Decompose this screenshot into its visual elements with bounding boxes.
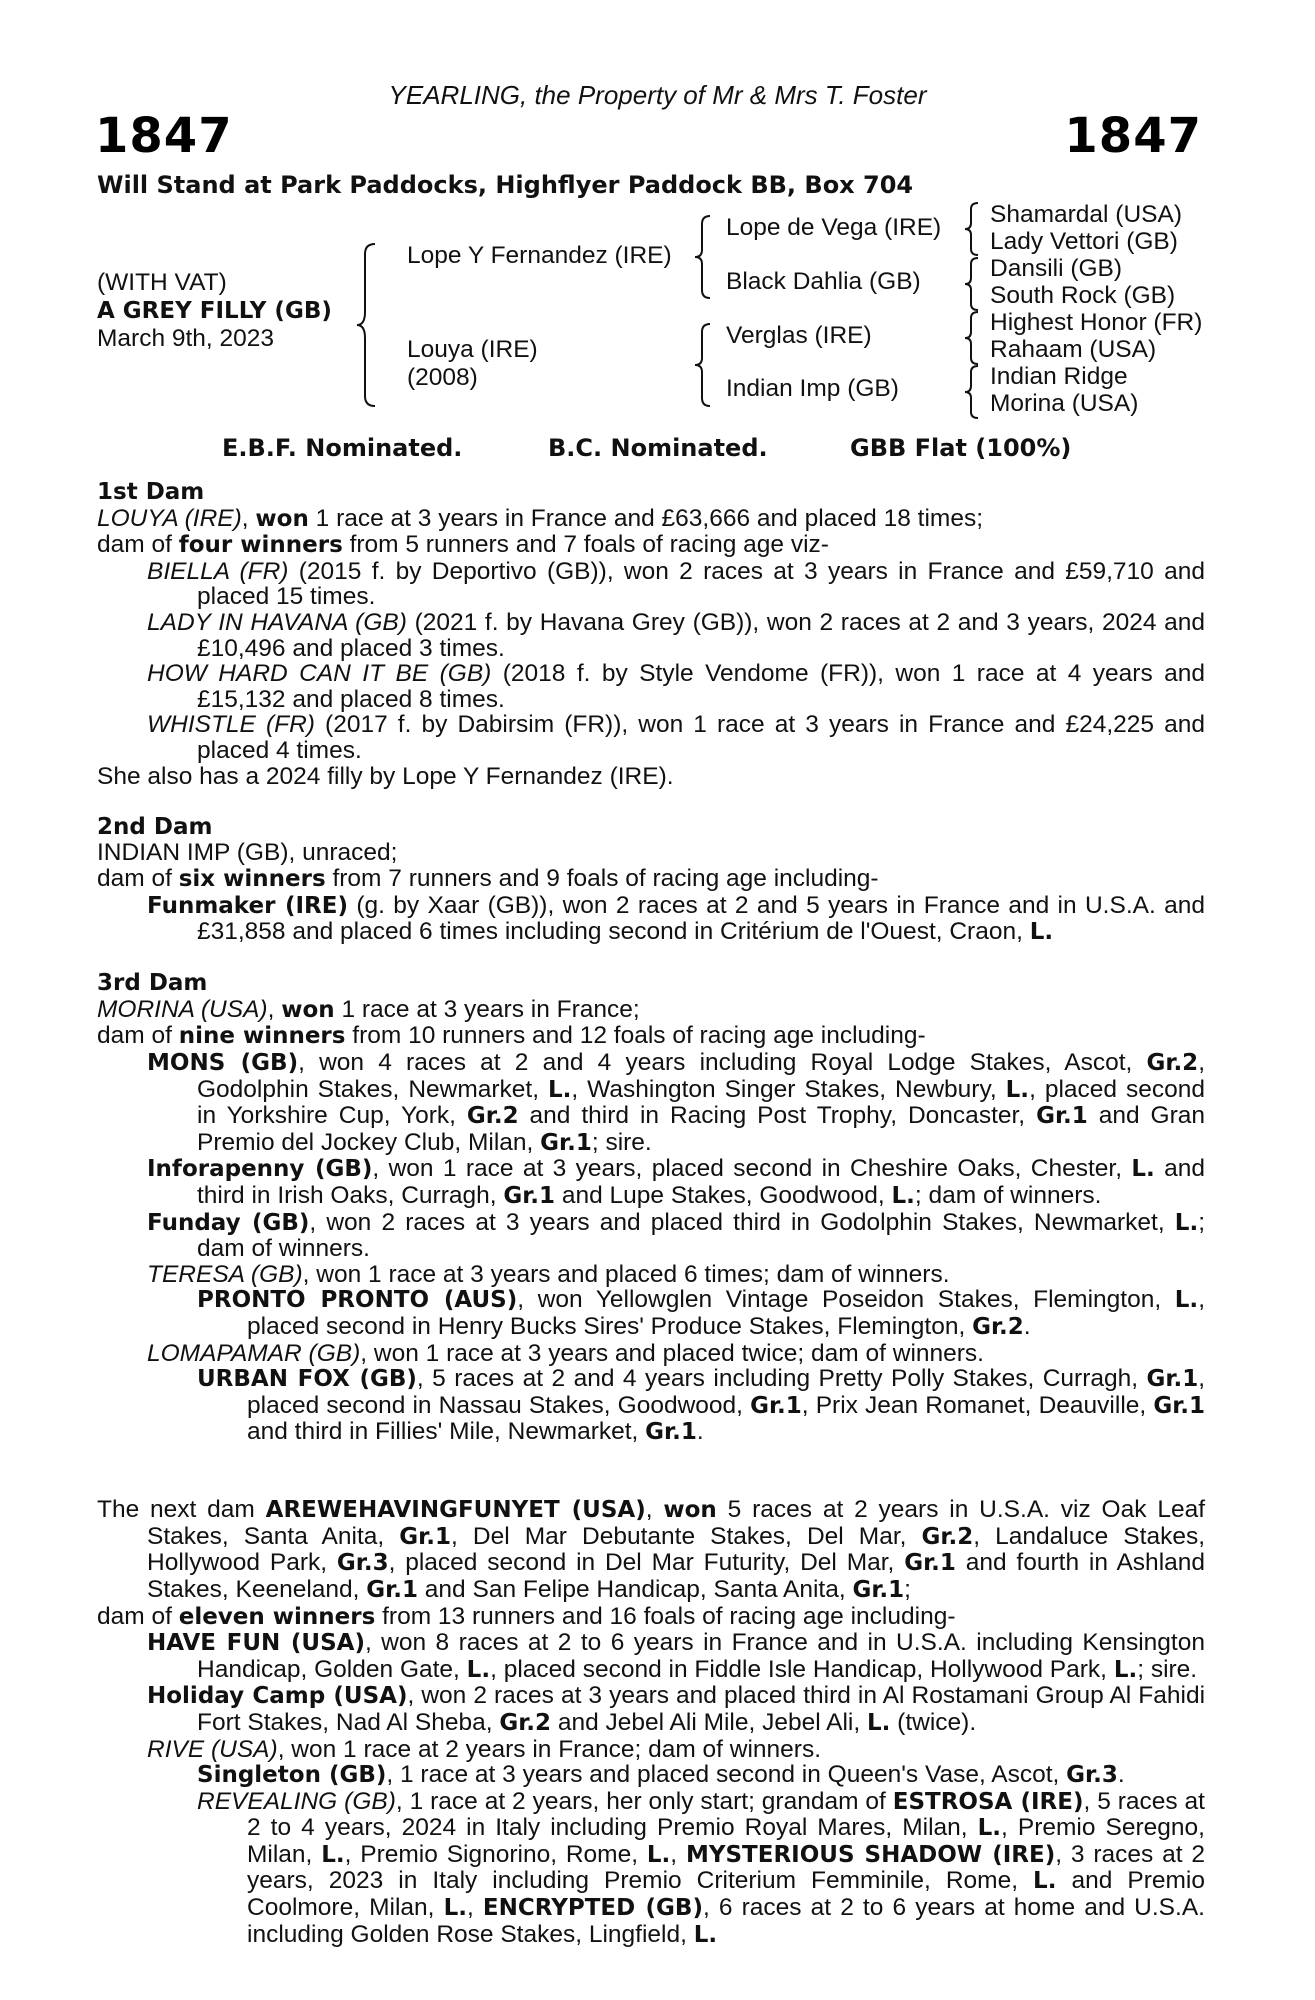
summary-winners: six winners	[178, 865, 326, 892]
text: .	[1023, 1313, 1031, 1340]
grade: Gr.1	[1036, 1103, 1088, 1130]
text: , 5 races at 2 to 4 years, 2024 in Italy including Premio Royal Mares, Milan,	[247, 1787, 1205, 1842]
sire: Lope Y Fernandez (IRE)	[407, 242, 672, 269]
great-granddam-4: Morina (USA)	[990, 390, 1139, 417]
text: ; dam of winners.	[197, 1208, 1206, 1263]
summary-pre: dam of	[97, 1602, 179, 1630]
text: ,	[670, 1840, 686, 1868]
produce-name: Funday (GB)	[147, 1209, 310, 1236]
grade: Gr.2	[1146, 1050, 1199, 1077]
produce-name: Singleton (GB)	[197, 1762, 387, 1789]
third-dam-summary	[97, 1023, 1205, 1050]
brace-g56	[962, 310, 986, 366]
foaling-date: March 9th, 2023	[97, 325, 275, 352]
text: 5 races at 2 years in U.S.A. viz Oak Leaf Stakes, Santa Anita,	[147, 1496, 1205, 1550]
text: .	[696, 1418, 704, 1446]
stand-location: Will Stand at Park Paddocks, Highflyer Paddock BB, Box 704	[97, 171, 914, 199]
summary-post: from 5 runners and 7 foals of racing age viz-	[342, 531, 829, 559]
text: , placed second in Fiddle Isle Handicap, Hollywood Park,	[490, 1655, 1114, 1683]
grade: Gr.2	[499, 1709, 552, 1736]
sire-sire: Lope de Vega (IRE)	[726, 214, 942, 241]
produce-name: Holiday Camp (USA)	[147, 1683, 408, 1710]
sire-dam: Black Dahlia (GB)	[726, 268, 921, 295]
grade: Gr.1	[904, 1550, 956, 1577]
summary-pre: dam of	[97, 1022, 179, 1050]
grade: Gr.1	[750, 1392, 802, 1419]
produce-entry	[97, 1366, 1205, 1446]
produce-entry	[97, 1762, 1205, 1789]
grade: L.	[1174, 1287, 1199, 1314]
second-dam-heading: 2nd Dam	[97, 813, 213, 840]
grade: Gr.1	[503, 1183, 556, 1210]
produce-text: (2015 f. by Deportivo (GB)), won 2 races at 3 years in France and £59,710 and placed 15 times.	[197, 557, 1205, 611]
produce-name: URBAN FOX (GB)	[197, 1366, 417, 1393]
summary-winners: nine winners	[178, 1023, 346, 1050]
dam-brace	[692, 322, 720, 408]
brace-g34	[962, 256, 986, 312]
produce-name: HAVE FUN (USA)	[147, 1630, 365, 1657]
grade: L.	[977, 1815, 1002, 1842]
grade: Gr.1	[645, 1419, 697, 1446]
first-dam-heading: 1st Dam	[97, 479, 205, 505]
brace-g78	[962, 364, 986, 420]
text: , placed second in Yorkshire Cup, York,	[197, 1075, 1205, 1130]
produce-name: MONS (GB)	[147, 1050, 299, 1077]
vat-label: (WITH VAT)	[97, 269, 227, 296]
text: , won 2 races at 3 years and placed third in Al Rostamani Group Al Fahidi Fort Stakes, Nad Al Sheba,	[197, 1682, 1206, 1736]
text: and Premio Coolmore, Milan,	[247, 1867, 1205, 1922]
produce-entry	[97, 1262, 1205, 1288]
great-granddam-2: South Rock (GB)	[990, 282, 1176, 309]
produce-entry	[97, 610, 1205, 661]
third-dam-won: won	[281, 996, 335, 1023]
great-grandsire-1: Shamardal (USA)	[990, 201, 1182, 228]
grade: L.	[891, 1183, 915, 1210]
grade: L.	[443, 1895, 467, 1922]
dam-dam: Indian Imp (GB)	[726, 375, 899, 402]
text: and Lupe Stakes, Goodwood,	[555, 1182, 892, 1210]
black-type-name: MYSTERIOUS SHADOW (IRE)	[685, 1841, 1056, 1868]
produce-entry	[97, 1630, 1205, 1683]
text: , 1 race at 3 years and placed second in Queen's Vase, Ascot,	[386, 1761, 1067, 1789]
produce-name: PRONTO PRONTO (AUS)	[197, 1287, 518, 1314]
text: ; dam of winners.	[914, 1182, 1102, 1210]
second-dam-line: INDIAN IMP (GB), unraced;	[97, 839, 398, 867]
text: and Jebel Ali Mile, Jebel Ali,	[551, 1708, 867, 1736]
text: .	[1117, 1761, 1125, 1789]
first-dam-line: LOUYA (IRE), won 1 race at 3 years in France and £63,666 and placed 18 times;	[97, 504, 983, 532]
great-grandsire-2: Dansili (GB)	[990, 255, 1123, 282]
grade: L.	[646, 1841, 671, 1868]
sire-brace	[692, 214, 720, 300]
text: , Washington Singer Stakes, Newbury,	[571, 1075, 1006, 1103]
text: and third in Irish Oaks, Curragh,	[197, 1155, 1205, 1210]
text: ;	[904, 1575, 911, 1603]
text: , placed second in Henry Bucks Sires' Produce Stakes, Flemington,	[247, 1286, 1205, 1340]
black-type-name: ENCRYPTED (GB)	[482, 1895, 703, 1922]
dam-year: (2008)	[407, 364, 478, 391]
text: , won 1 race at 3 years and placed 6 times; dam of winners.	[302, 1260, 950, 1288]
grade: Gr.1	[366, 1576, 418, 1603]
produce-name: Inforapenny (GB)	[147, 1156, 373, 1183]
grade: L.	[466, 1656, 491, 1683]
produce-entry	[97, 893, 1205, 946]
second-dam-summary	[97, 866, 1205, 893]
produce-entry	[97, 661, 1205, 712]
produce-name: BIELLA (FR)	[147, 557, 289, 585]
next-dam-name: AREWEHAVINGFUNYET (USA)	[265, 1497, 646, 1524]
first-dam-won: won	[255, 505, 309, 532]
grade: Gr.1	[540, 1129, 592, 1156]
text: , 1 race at 2 years, her only start; grandam of	[395, 1787, 893, 1815]
produce-name: LOMAPAMAR (GB)	[147, 1339, 361, 1367]
produce-text: (2018 f. by Style Vendome (FR)), won 1 race at 4 years and £15,132 and placed 8 times.	[197, 660, 1206, 713]
third-dam-heading: 3rd Dam	[97, 970, 208, 997]
grade: L.	[1131, 1156, 1155, 1183]
first-dam-summary	[97, 532, 1205, 559]
grade: Gr.1	[852, 1576, 905, 1603]
text: , Premio Seregno, Milan,	[247, 1814, 1205, 1868]
grade: Gr.3	[336, 1550, 389, 1577]
text: , Landaluce Stakes, Hollywood Park,	[147, 1522, 1205, 1577]
great-grandsire-3: Highest Honor (FR)	[990, 309, 1203, 336]
grade: Gr.3	[1066, 1762, 1118, 1789]
brace-g12	[962, 201, 986, 257]
text: The next dam	[97, 1496, 266, 1524]
grade: Gr.2	[921, 1523, 974, 1550]
grade: L.	[866, 1709, 891, 1736]
summary-pre: dam of	[97, 864, 179, 892]
produce-text: (g. by Xaar (GB)), won 2 races at 2 and 5 years in France and in U.S.A. and £31,858 and placed 6 times including second in Critérium de l'Ouest, Craon,	[197, 891, 1205, 946]
text: , placed second in Del Mar Futurity, Del Mar,	[388, 1549, 905, 1577]
text: , 6 races at 2 to 6 years at home and U.S.A. including Golden Rose Stakes, Lingfield,	[247, 1894, 1205, 1948]
catalogue-body	[97, 480, 1205, 1948]
text: , placed second in Nassau Stakes, Goodwood,	[247, 1365, 1206, 1419]
text: , won 1 race at 3 years and placed twice; dam of winners.	[360, 1339, 984, 1367]
grade: L.	[1005, 1076, 1030, 1103]
produce-name: TERESA (GB)	[147, 1260, 303, 1288]
text: ; sire.	[1137, 1655, 1198, 1683]
grade: Gr.1	[399, 1523, 451, 1550]
text: (twice).	[890, 1708, 977, 1736]
summary-winners: four winners	[178, 532, 343, 559]
first-dam-record: 1 race at 3 years in France and £63,666 and placed 18 times;	[308, 504, 983, 532]
produce-text: (2017 f. by Dabirsim (FR)), won 1 race at 3 years in France and £24,225 and placed 4 times.	[197, 711, 1205, 764]
produce-name: Funmaker (IRE)	[147, 892, 348, 919]
grade: Gr.2	[972, 1314, 1024, 1340]
main-brace	[355, 240, 385, 410]
grade: L.	[693, 1921, 718, 1948]
produce-entry	[97, 1210, 1205, 1262]
summary-post: from 13 runners and 16 foals of racing age including-	[375, 1602, 956, 1630]
produce-name: WHISTLE (FR)	[147, 711, 315, 739]
text: and third in Racing Post Trophy, Doncaster,	[518, 1102, 1037, 1130]
black-type-name: ESTROSA (IRE)	[892, 1788, 1084, 1815]
text: and Gran Premio del Jockey Club, Milan,	[197, 1102, 1205, 1156]
summary-post: from 10 runners and 12 foals of racing age including-	[345, 1022, 926, 1050]
produce-entry	[97, 1287, 1205, 1340]
grade: Gr.1	[1146, 1366, 1199, 1393]
text: and fourth in Ashland Stakes, Keeneland,	[147, 1549, 1206, 1603]
text: , won 4 races at 2 and 4 years including Royal Lodge Stakes, Ascot,	[298, 1049, 1147, 1077]
lot-number-right: 1847	[1064, 108, 1202, 164]
summary-post: from 7 runners and 9 foals of racing age including-	[325, 864, 879, 892]
next-dam-won: won	[663, 1497, 717, 1524]
grade: Gr.2	[466, 1103, 519, 1130]
next-dam-summary	[97, 1604, 1205, 1631]
bc-nomination: B.C. Nominated.	[548, 434, 768, 462]
lot-number-left: 1847	[95, 108, 233, 164]
grade: Gr.1	[1153, 1392, 1206, 1419]
text: ,	[467, 1894, 483, 1922]
dam-name: Louya (IRE)	[407, 336, 538, 363]
produce-name: RIVE (USA)	[147, 1735, 278, 1763]
great-granddam-1: Lady Vettori (GB)	[990, 228, 1178, 255]
summary-winners: eleven winners	[178, 1603, 376, 1630]
text: , won 2 races at 3 years and placed third in Godolphin Stakes, Newmarket,	[309, 1208, 1175, 1236]
produce-entry	[97, 712, 1205, 763]
text: , Godolphin Stakes, Newmarket,	[197, 1049, 1205, 1103]
produce-entry	[97, 559, 1205, 610]
property-line: YEARLING, the Property of Mr & Mrs T. Foster	[388, 80, 927, 110]
third-dam-record: 1 race at 3 years in France;	[334, 995, 640, 1023]
first-dam-name: LOUYA (IRE)	[97, 504, 242, 532]
also-note: She also has a 2024 filly by Lope Y Fernandez (IRE).	[97, 762, 674, 790]
next-dam-paragraph: The next dam AREWEHAVINGFUNYET (USA), won 5 races at 2 years in U.S.A. viz Oak Leaf Stakes, Santa Anita, Gr.1, Del Mar Debutante Stakes, Del Mar, Gr.2, Landaluce Stakes, Hollywood Park, Gr.3, placed second in Del Mar Futurity, Del Mar, Gr.1 and fourth in Ashland Stakes, Keeneland, Gr.1 and San Felipe Handicap, Santa Anita, Gr.1;	[97, 1496, 1206, 1603]
text: , Premio Signorino, Rome,	[344, 1840, 647, 1868]
text: , won 8 races at 2 to 6 years in France and in U.S.A. including Kensington Handicap, Golden Gate,	[197, 1629, 1205, 1683]
grade: L.	[1174, 1209, 1199, 1236]
produce-name: REVEALING (GB)	[197, 1787, 396, 1815]
grade: L.	[547, 1076, 572, 1103]
text: , Del Mar Debutante Stakes, Del Mar,	[450, 1522, 922, 1550]
text: , won Yellowglen Vintage Poseidon Stakes, Flemington,	[517, 1286, 1175, 1314]
produce-entry	[97, 1156, 1205, 1209]
text: and third in Fillies' Mile, Newmarket,	[247, 1418, 646, 1446]
ebf-nomination: E.B.F. Nominated.	[222, 434, 463, 462]
third-dam-line: MORINA (USA), won 1 race at 3 years in France;	[97, 995, 640, 1023]
text: and San Felipe Handicap, Santa Anita,	[417, 1575, 853, 1603]
produce-entry	[97, 1341, 1205, 1367]
text: ; sire.	[591, 1128, 652, 1156]
horse-name: A GREY FILLY (GB)	[97, 298, 332, 324]
text: , 3 races at 2 years, 2023 in Italy including Premio Criterium Femminile, Rome,	[247, 1840, 1205, 1895]
third-dam-name: MORINA (USA)	[97, 995, 268, 1023]
produce-entry	[97, 1050, 1205, 1156]
produce-entry	[97, 1683, 1205, 1736]
summary-pre: dam of	[97, 531, 179, 559]
grade: L.	[1029, 919, 1054, 946]
text: , 5 races at 2 and 4 years including Pretty Polly Stakes, Curragh,	[416, 1365, 1147, 1393]
gbb-flat: GBB Flat (100%)	[850, 434, 1072, 462]
produce-name: HOW HARD CAN IT BE (GB)	[147, 660, 492, 688]
produce-name: LADY IN HAVANA (GB)	[147, 608, 407, 636]
grade: L.	[1113, 1656, 1138, 1683]
text: , won 1 race at 2 years in France; dam of winners.	[277, 1735, 822, 1763]
dam-sire: Verglas (IRE)	[726, 322, 872, 349]
text: , Prix Jean Romanet, Deauville,	[801, 1391, 1154, 1419]
grade: L.	[1033, 1868, 1057, 1895]
text: , won 1 race at 3 years, placed second in Cheshire Oaks, Chester,	[372, 1155, 1132, 1183]
grade: L.	[321, 1841, 345, 1868]
produce-entry	[97, 1789, 1205, 1949]
produce-text: (2021 f. by Havana Grey (GB)), won 2 races at 2 and 3 years, 2024 and £10,496 and placed 3 times.	[197, 608, 1205, 662]
great-grandsire-4: Indian Ridge	[990, 363, 1128, 390]
produce-entry	[97, 1737, 1205, 1763]
great-granddam-3: Rahaam (USA)	[990, 336, 1157, 363]
